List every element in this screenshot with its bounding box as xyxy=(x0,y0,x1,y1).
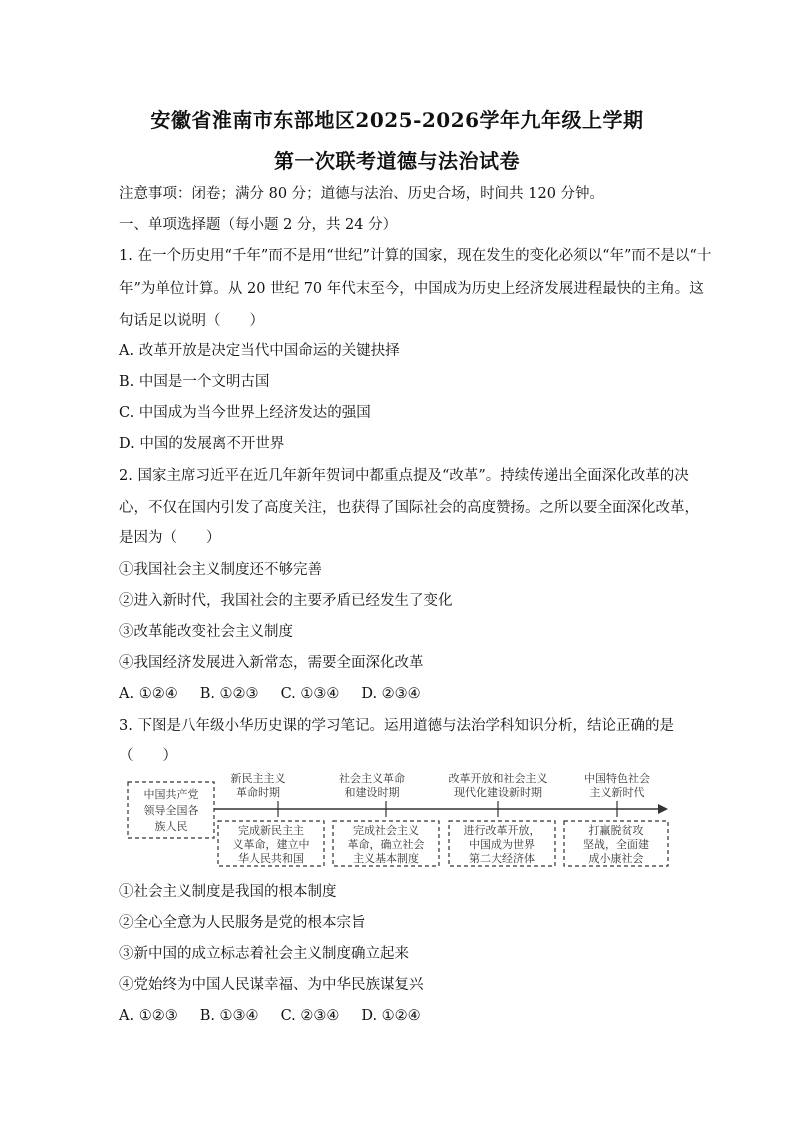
q3-option-a: A. ①②③ xyxy=(119,1008,178,1024)
timeline-arrowhead xyxy=(658,804,668,814)
period-2-box-line1: 完成社会主义 xyxy=(353,824,419,837)
history-timeline-diagram xyxy=(122,768,670,868)
q3-statement-1: ①社会主义制度是我国的根本制度 xyxy=(119,884,337,900)
party-box-line3: 族人民 xyxy=(154,820,188,833)
period-1-box-line2: 义革命，建立中 xyxy=(232,838,310,851)
q2-option-a: A. ①②④ xyxy=(119,686,178,702)
period-4-box-line1: 打赢脱贫攻 xyxy=(588,824,644,837)
q3-options xyxy=(119,1006,679,1026)
period-4-box-line3: 成小康社会 xyxy=(588,852,644,865)
period-1-label-line1: 新民主主义 xyxy=(230,772,286,785)
q3-statement-4: ④党始终为中国人民谋幸福、为中华民族谋复兴 xyxy=(119,977,424,993)
q2-option-b: B. ①②③ xyxy=(199,686,259,702)
party-box-line2: 领导全国各 xyxy=(143,804,199,817)
period-1-label-line2: 革命时期 xyxy=(236,786,280,799)
q3-option-b: B. ①③④ xyxy=(199,1008,259,1024)
period-3-label-line1: 改革开放和社会主义 xyxy=(448,772,548,785)
q2-option-d: D. ②③④ xyxy=(361,686,421,702)
period-3-box-line2: 中国成为世界 xyxy=(469,838,535,851)
period-4-box-line2: 坚战，全面建 xyxy=(583,838,649,851)
period-4-label-line2: 主义新时代 xyxy=(589,786,645,799)
q2-statement-4: ④我国经济发展进入新常态，需要全面深化改革 xyxy=(119,655,424,671)
q1-stem-line2: 年”为单位计算。从 20 世纪 70 年代末至今，中国成为历史上经济发展进程最快的主角。这 xyxy=(119,281,704,297)
q3-statement-3: ③新中国的成立标志着社会主义制度确立起来 xyxy=(119,946,409,962)
q2-statement-2: ②进入新时代，我国社会的主要矛盾已经发生了变化 xyxy=(119,593,453,609)
period-2-label-line1: 社会主义革命 xyxy=(339,772,405,785)
q1-option-a: A. 改革开放是决定当代中国命运的关键抉择 xyxy=(119,343,400,359)
q2-option-c: C. ①③④ xyxy=(280,686,340,702)
q2-stem-line1: 2. 国家主席习近平在近几年新年贺词中都重点提及“改革”。持续传递出全面深化改革的决 xyxy=(119,468,689,484)
q1-option-d: D. 中国的发展离不开世界 xyxy=(119,436,285,452)
period-2-label-line2: 和建设时期 xyxy=(344,786,400,799)
exam-subtitle: 第一次联考道德与法治试卷 xyxy=(274,149,520,173)
party-box-line1: 中国共产党 xyxy=(143,788,199,801)
period-3-box-line1: 进行改革开放， xyxy=(463,824,541,837)
exam-title: 安徽省淮南市东部地区2025-2026学年九年级上学期 xyxy=(150,108,644,132)
q2-stem-line2: 心，不仅在国内引发了高度关注，也获得了国际社会的高度赞扬。之所以要全面深化改革， xyxy=(119,500,699,516)
q3-stem-line1: 3. 下图是八年级小华历史课的学习笔记。运用道德与法治学科知识分析，结论正确的是 xyxy=(119,718,674,734)
q3-statement-2: ②全心全意为人民服务是党的根本宗旨 xyxy=(119,915,366,931)
q1-option-c: C. 中国成为当今世界上经济发达的强国 xyxy=(119,405,371,421)
q3-option-d: D. ①②④ xyxy=(361,1008,421,1024)
period-2-box-line3: 主义基本制度 xyxy=(353,852,419,865)
period-2-box-line2: 革命，确立社会 xyxy=(347,838,425,851)
q2-stem-line3: 是因为（ ） xyxy=(119,530,221,546)
q1-stem-line1: 1. 在一个历史用“千年”而不是用“世纪”计算的国家，现在发生的变化必须以“年”而不是以“十 xyxy=(119,248,712,264)
q1-option-b: B. 中国是一个文明古国 xyxy=(119,374,270,390)
q3-option-c: C. ②③④ xyxy=(280,1008,340,1024)
q1-stem-line3: 句话足以说明（ ） xyxy=(119,313,264,329)
period-3-box-line3: 第二大经济体 xyxy=(469,852,535,865)
period-1-box-line3: 华人民共和国 xyxy=(238,852,304,865)
period-1-box-line1: 完成新民主主 xyxy=(238,824,304,837)
notice: 注意事项：闭卷；满分 80 分；道德与法治、历史合场，时间共 120 分钟。 xyxy=(119,186,605,202)
q2-options xyxy=(119,684,679,704)
q3-stem-line2: （ ） xyxy=(119,748,177,764)
section-heading: 一、单项选择题（每小题 2 分，共 24 分） xyxy=(119,217,398,233)
q2-statement-1: ①我国社会主义制度还不够完善 xyxy=(119,562,322,578)
period-4-label-line1: 中国特色社会 xyxy=(584,772,650,785)
period-3-label-line2: 现代化建设新时期 xyxy=(454,786,542,799)
q2-statement-3: ③改革能改变社会主义制度 xyxy=(119,624,293,640)
